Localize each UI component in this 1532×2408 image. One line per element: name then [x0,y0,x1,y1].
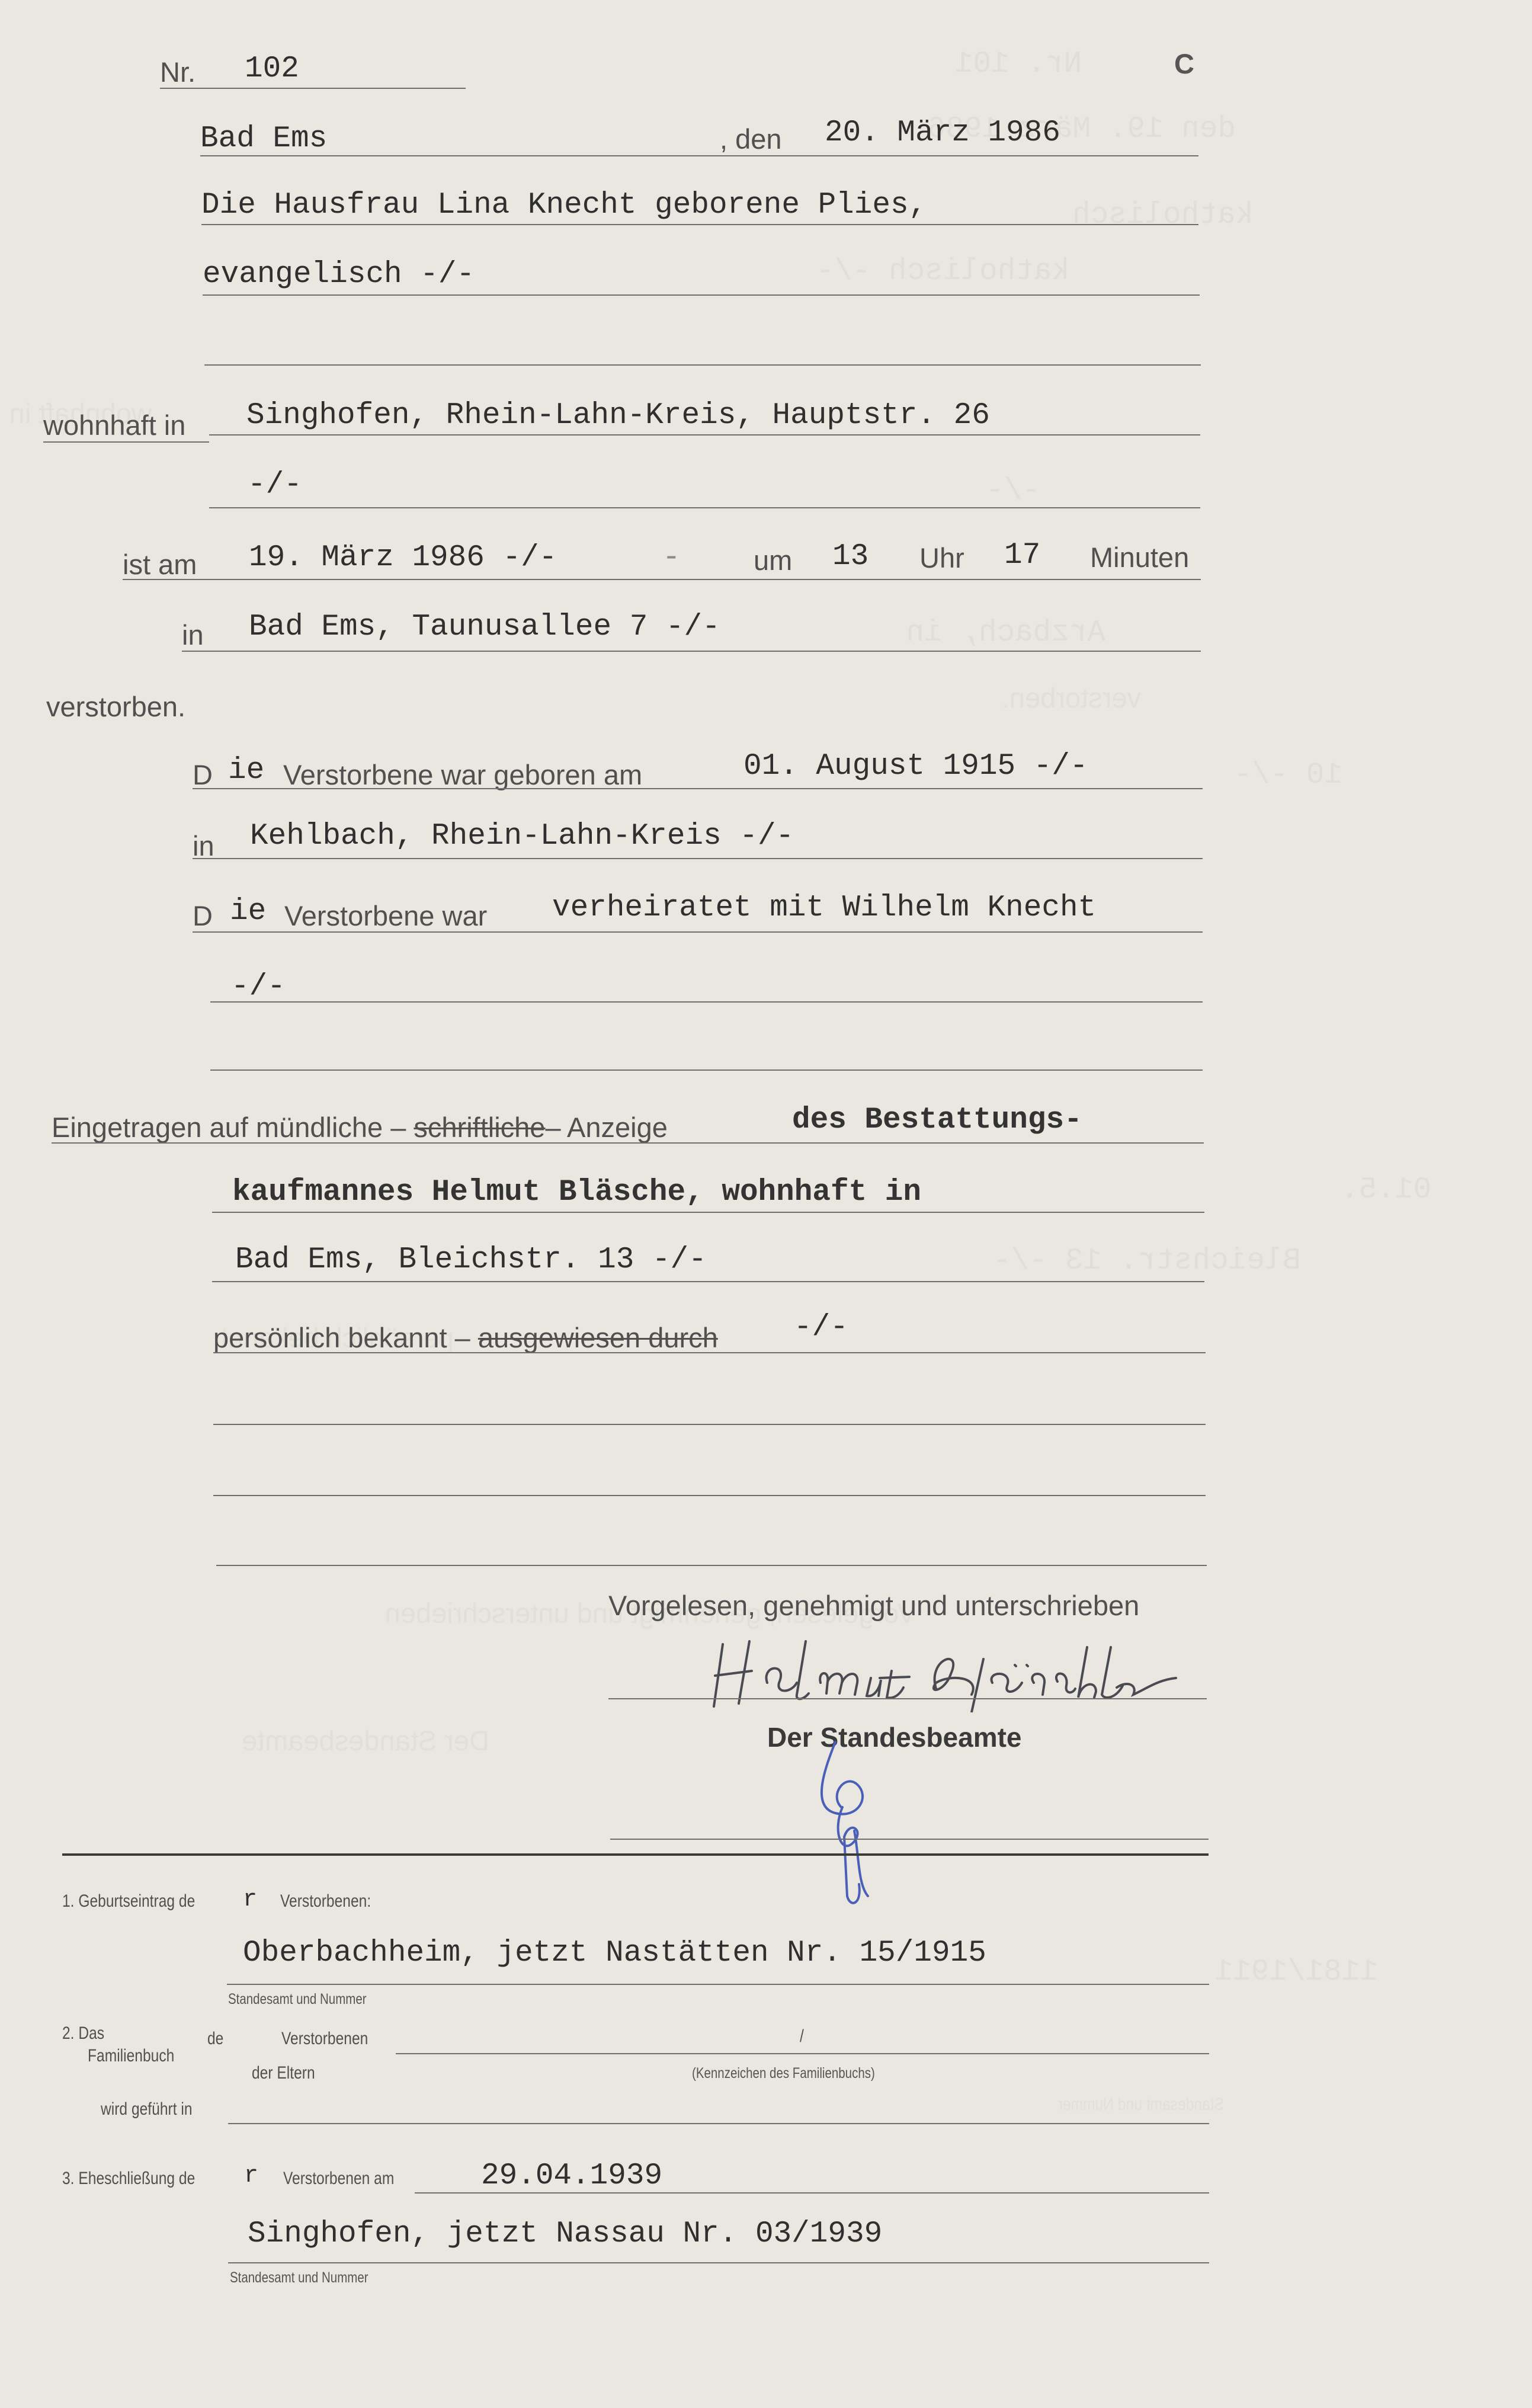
marital-label: Verstorbene war [284,900,488,931]
registration-label-anzeige: – Anzeige [545,1112,668,1143]
date-underline [200,155,1198,156]
note-1-label: 1. Geburtseintrag de [62,1891,195,1911]
bleed-through-text [816,255,1070,289]
note-2-label: 2. Das [62,2023,105,2043]
marital-underline-2 [210,1001,1203,1003]
bleed-through-text [1002,681,1141,714]
birth-place: Kehlbach, Rhein-Lahn-Kreis -/- [250,819,794,853]
marriage-register-caption: Standesamt und Nummer [230,2269,368,2286]
birth-label: Verstorbene war geboren am [283,759,643,790]
death-date-dash: - [662,541,681,575]
residence-label: wohnhaft in [43,409,186,441]
name-underline [201,224,1198,225]
death-date-underline [123,579,1201,580]
note-1-gender-suffix: r [243,1887,258,1913]
time-label-minuten: Minuten [1090,542,1190,573]
identity-underline [213,1352,1206,1353]
death-date: 19. März 1986 -/- [249,541,557,575]
bleed-through-text [1058,2095,1224,2115]
registrar-initials-signature [800,1736,895,1908]
death-place-underline [182,651,1201,652]
religion-underline [203,294,1200,296]
note-2-label-familienbuch: Familienbuch [88,2046,175,2066]
bleed-through-text [1341,1173,1431,1207]
birth-date-underline [193,788,1203,789]
note-3-label: 3. Eheschließung de [62,2169,195,2188]
residence-address-continued: -/- [248,468,302,502]
blank-line [213,1424,1206,1425]
bleed-through-text [242,1724,489,1757]
note-2-slash: / [800,2026,804,2046]
registry-date: 20. März 1986 [825,116,1060,150]
note-3-gender-suffix: r [244,2163,259,2189]
informant-line-2: kaufmannes Helmut Bläsche, wohnhaft in [232,1176,921,1209]
registry-place: Bad Ems [200,122,328,156]
registrar-signature-line [610,1839,1209,1840]
birth-date: 01. August 1915 -/- [743,750,1088,783]
marital-label-d: D [193,900,213,931]
note-1-label-rest: Verstorbenen: [280,1891,371,1911]
death-minutes: 17 [1004,539,1041,572]
residence-label-underline [43,441,209,443]
family-book-location-underline [228,2123,1209,2124]
note-2-kept-in: wird geführt in [101,2099,193,2119]
birth-label-gender-suffix: ie [228,754,265,787]
bleed-through-text [1072,198,1254,232]
bleed-through-text [986,474,1040,508]
birth-place-label: in [193,830,214,862]
deceased-religion: evangelisch -/- [203,258,475,292]
entry-number-underline [160,88,466,89]
deceased-label: verstorben. [46,691,186,722]
registration-label-oral: Eingetragen auf mündliche – [52,1112,406,1143]
informant-underline-3 [212,1281,1204,1282]
marital-underline [193,931,1203,933]
bleed-through-text [1233,758,1342,792]
blank-line [216,1565,1207,1566]
blank-line [204,364,1201,366]
death-hour: 13 [832,540,869,574]
entry-number: 102 [245,52,299,86]
registration-underline [52,1142,1204,1144]
birth-place-underline [193,858,1203,859]
time-label-uhr: Uhr [919,542,964,574]
registration-label [52,1111,668,1144]
residence-underline [209,434,1200,436]
identity-value: -/- [794,1311,848,1344]
blank-line [213,1495,1206,1496]
closing-statement: Vorgelesen, genehmigt und unterschrieben [608,1590,1140,1621]
residence-underline-2 [209,507,1200,508]
family-book-caption: (Kennzeichen des Familienbuchs) [692,2065,875,2082]
section-divider [62,1853,1209,1856]
marriage-register-underline [228,2262,1209,2263]
identity-label-known: persönlich bekannt – [213,1322,470,1353]
bleed-through-text [906,616,1105,650]
birth-register-entry: Oberbachheim, jetzt Nastätten Nr. 15/1915 [243,1936,986,1970]
bleed-through-text [1215,1955,1378,1989]
signature-line [608,1698,1207,1699]
informant-underline-2 [212,1212,1204,1213]
informant-line-3: Bad Ems, Bleichstr. 13 -/- [235,1243,707,1277]
informant-line-1: des Bestattungs- [792,1103,1082,1137]
marital-status: verheiratet mit Wilhelm Knecht [552,891,1097,925]
death-place-label: in [182,619,204,651]
family-book-underline [396,2053,1209,2054]
date-label: , den [720,123,782,155]
registrar-title: Der Standesbeamte [767,1722,1022,1753]
marriage-date: 29.04.1939 [481,2159,663,2193]
bleed-through-text [955,47,1082,81]
marital-label-gender-suffix: ie [230,895,267,928]
identity-label-struck: ausgewiesen durch [477,1322,718,1353]
marital-status-continued: -/- [231,970,286,1004]
register-section-letter: C [1174,48,1194,79]
note-2-deceased: Verstorbenen [281,2029,368,2048]
entry-number-label: Nr. [160,56,196,88]
deceased-name: Die Hausfrau Lina Knecht geborene Plies, [201,188,927,222]
birth-register-caption: Standesamt und Nummer [228,1991,367,2007]
note-2-parents: der Eltern [252,2063,315,2083]
residence-address: Singhofen, Rhein-Lahn-Kreis, Hauptstr. 26 [246,399,990,433]
time-label-um: um [754,545,793,576]
birth-register-underline [227,1984,1209,1985]
registration-label-written-struck: schriftliche [414,1112,546,1143]
identity-label [213,1321,718,1354]
birth-label-d: D [193,759,213,790]
marriage-register-entry: Singhofen, jetzt Nassau Nr. 03/1939 [248,2217,883,2251]
bleed-through-text [993,1244,1301,1278]
marriage-date-underline [415,2192,1209,2194]
death-place: Bad Ems, Taunusallee 7 -/- [249,610,720,644]
blank-line [210,1069,1203,1071]
death-date-label: ist am [123,549,197,580]
note-3-label-rest: Verstorbenen am [283,2169,395,2188]
note-2-de: de [207,2029,224,2048]
